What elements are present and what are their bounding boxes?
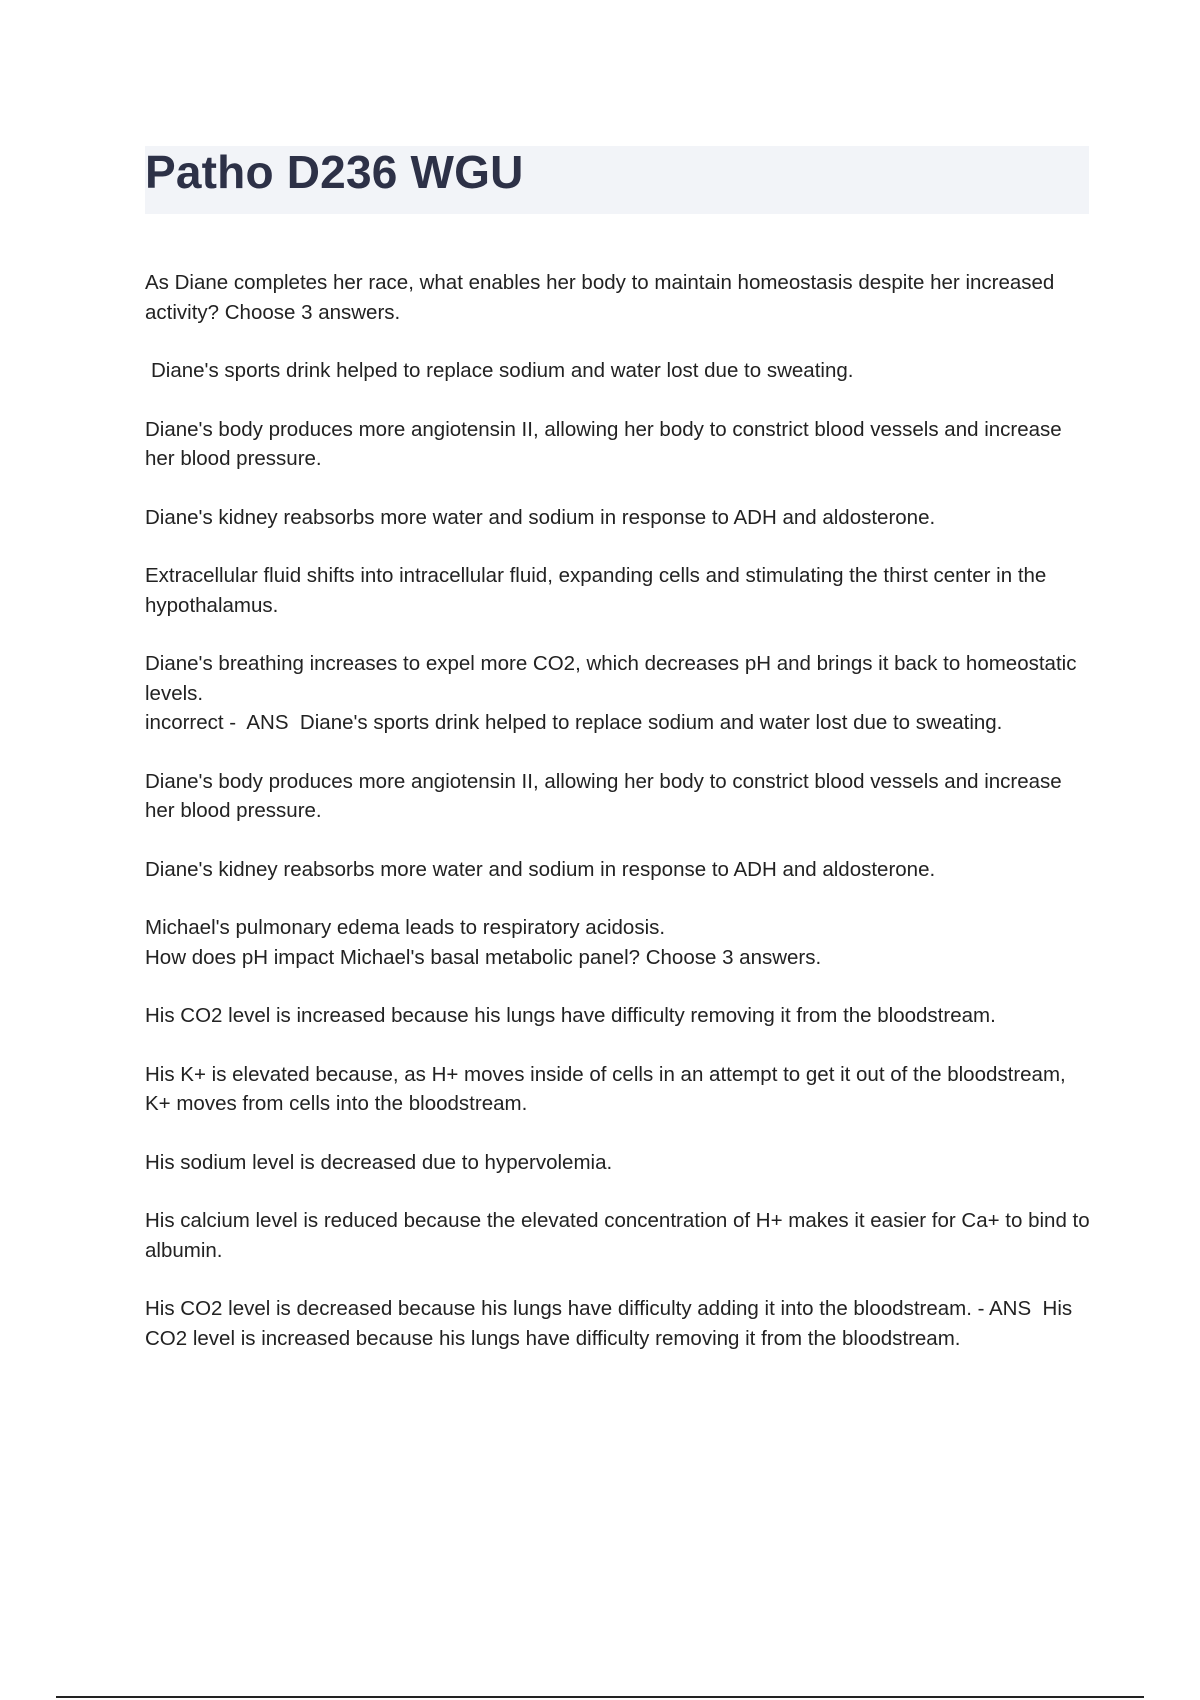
question-1-answer-3: Diane's kidney reabsorbs more water and sodium in response to ADH and aldosterone. bbox=[145, 857, 936, 881]
question-1-option-5: Diane's breathing increases to expel more CO2, which decreases pH and brings it back to homeostatic levels. bbox=[145, 652, 1083, 705]
document-body bbox=[145, 268, 1095, 1382]
question-1-option-3: Diane's kidney reabsorbs more water and sodium in response to ADH and aldosterone. bbox=[145, 505, 936, 529]
question-2-option-3: His sodium level is decreased due to hypervolemia. bbox=[145, 1150, 613, 1174]
question-2-option-2: His K+ is elevated because, as H+ moves inside of cells in an attempt to get it out of the bloodstream, K+ moves from cells into the bloodstream. bbox=[145, 1062, 1072, 1115]
question-2-context: Michael's pulmonary edema leads to respiratory acidosis. bbox=[145, 916, 666, 939]
document-title: Patho D236 WGU bbox=[145, 146, 524, 198]
question-1-answer: incorrect - ANS Diane's sports drink helped to replace sodium and water lost due to sweating. bbox=[145, 711, 1003, 734]
question-2-option-1: His CO2 level is increased because his lungs have difficulty removing it from the bloodstream. bbox=[145, 1004, 996, 1027]
question-2-option-4: His calcium level is reduced because the elevated concentration of H+ makes it easier for Ca+ to bind to albumin. bbox=[145, 1209, 1096, 1262]
question-1-option-2: Diane's body produces more angiotensin II, allowing her body to constrict blood vessels and increase her blood pressure. bbox=[145, 417, 1068, 470]
footer-divider bbox=[56, 1696, 1144, 1698]
question-1-option-1: Diane's sports drink helped to replace sodium and water lost due to sweating. bbox=[151, 359, 854, 382]
question-1-option-4: Extracellular fluid shifts into intracellular fluid, expanding cells and stimulating the thirst center in the hypothalamus. bbox=[145, 564, 1053, 617]
question-2-prompt: How does pH impact Michael's basal metabolic panel? Choose 3 answers. bbox=[145, 945, 822, 969]
question-2-option-5-and-answer: His CO2 level is decreased because his lungs have difficulty adding it into the bloodstream. - ANS His CO2 level is increased because his lungs have difficulty removing it from the bloodstream. bbox=[145, 1297, 1078, 1350]
question-1-answer-2: Diane's body produces more angiotensin II, allowing her body to constrict blood vessels and increase her blood pressure. bbox=[145, 769, 1068, 822]
question-1-prompt: As Diane completes her race, what enables her body to maintain homeostasis despite her increased activity? Choose 3 answers. bbox=[145, 271, 1061, 324]
